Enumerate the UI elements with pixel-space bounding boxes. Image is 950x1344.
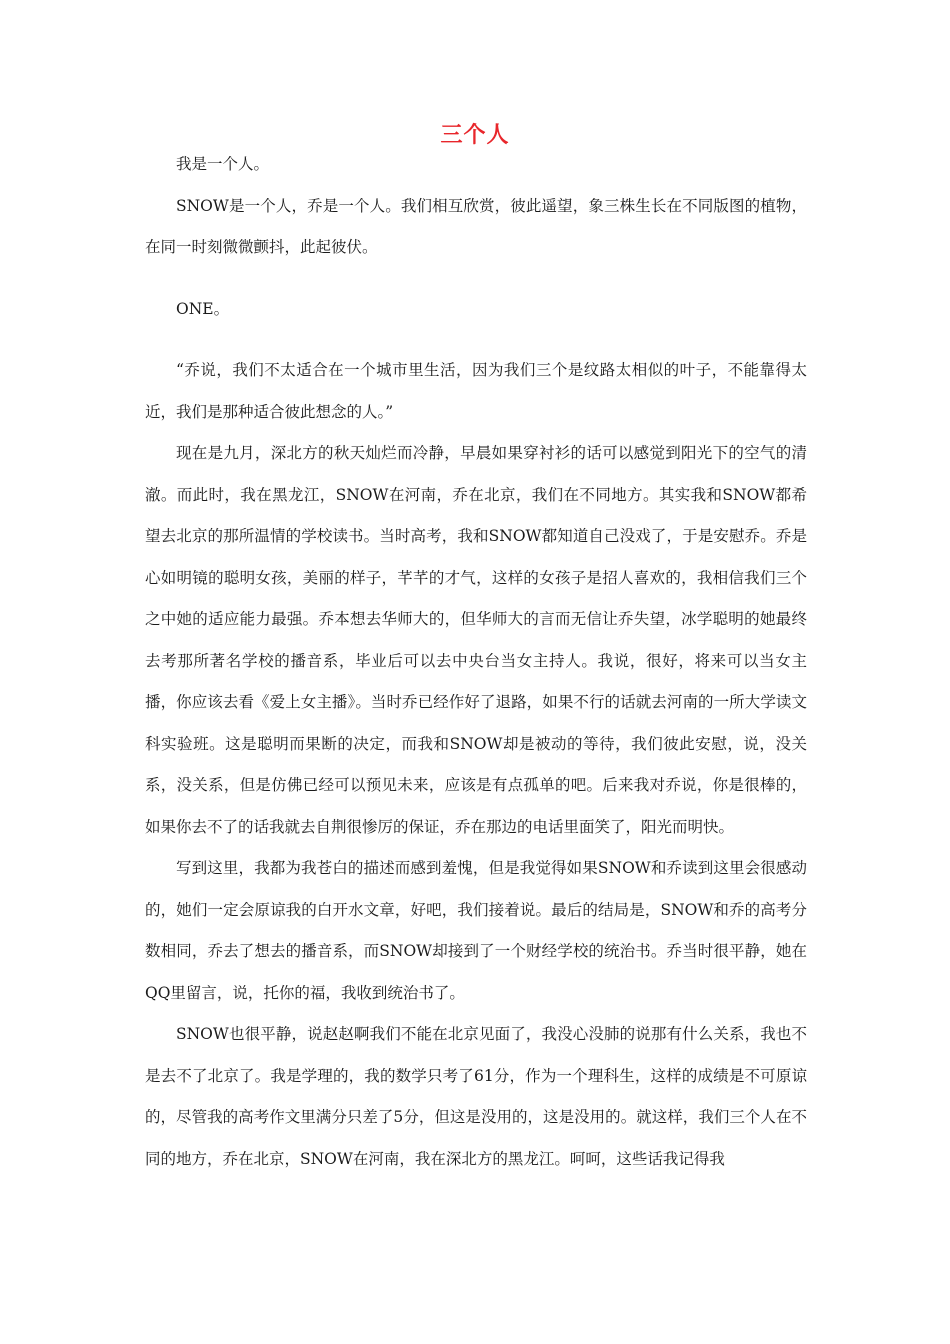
document-title: 三个人	[440, 122, 510, 148]
paragraph: 我是一个人。	[176, 155, 270, 173]
document-body	[145, 144, 807, 1180]
paragraph: “乔说，我们不太适合在一个城市里生活，因为我们三个是纹路太相似的叶子，不能靠得太近，我们是那种适合彼此想念的人。”	[145, 361, 807, 421]
paragraph: ONE。	[176, 299, 230, 318]
paragraph: 写到这里，我都为我苍白的描述而感到羞愧，但是我觉得如果SNOW和乔读到这里会很感动的，她们一定会原谅我的白开水文章，好吧，我们接着说。最后的结局是，SNOW和乔的高考分数相同，乔去了想去的播音系，而SNOW却接到了一个财经学校的统治书。乔当时很平静，她在QQ里留言，说，托你的福，我收到统治书了。	[145, 859, 807, 1002]
paragraph: 现在是九月，深北方的秋天灿烂而冷静，早晨如果穿衬衫的话可以感觉到阳光下的空气的清澈。而此时，我在黑龙江，SNOW在河南，乔在北京，我们在不同地方。其实我和SNOW都希望去北京的那所温情的学校读书。当时高考，我和SNOW都知道自己没戏了，于是安慰乔。乔是心如明镜的聪明女孩，美丽的样子，芊芊的才气，这样的女孩子是招人喜欢的，我相信我们三个之中她的适应能力最强。乔本想去华师大的，但华师大的言而无信让乔失望，冰学聪明的她最终去考那所著名学校的播音系，毕业后可以去中央台当女主持人。我说，很好，将来可以当女主播，你应该去看《爱上女主播》。当时乔已经作好了退路，如果不行的话就去河南的一所大学读文科实验班。这是聪明而果断的决定，而我和SNOW却是被动的等待，我们彼此安慰，说，没关系，没关系，但是仿佛已经可以预见未来，应该是有点孤单的吧。后来我对乔说，你是很棒的，如果你去不了的话我就去自荆很惨厉的保证，乔在那边的电话里面笑了，阳光而明快。	[145, 444, 807, 836]
paragraph: SNOW是一个人，乔是一个人。我们相互欣赏，彼此遥望，象三株生长在不同版图的植物，在同一时刻微微颤抖，此起彼伏。	[145, 196, 807, 256]
paragraph: SNOW也很平静，说赵赵啊我们不能在北京见面了，我没心没肺的说那有什么关系，我也不是去不了北京了。我是学理的，我的数学只考了61分，作为一个理科生，这样的成绩是不可原谅的，尽管我的高考作文里满分只差了5分，但这是没用的，这是没用的。就这样，我们三个人在不同的地方，乔在北京，SNOW在河南，我在深北方的黑龙江。呵呵，这些话我记得我	[145, 1025, 807, 1168]
